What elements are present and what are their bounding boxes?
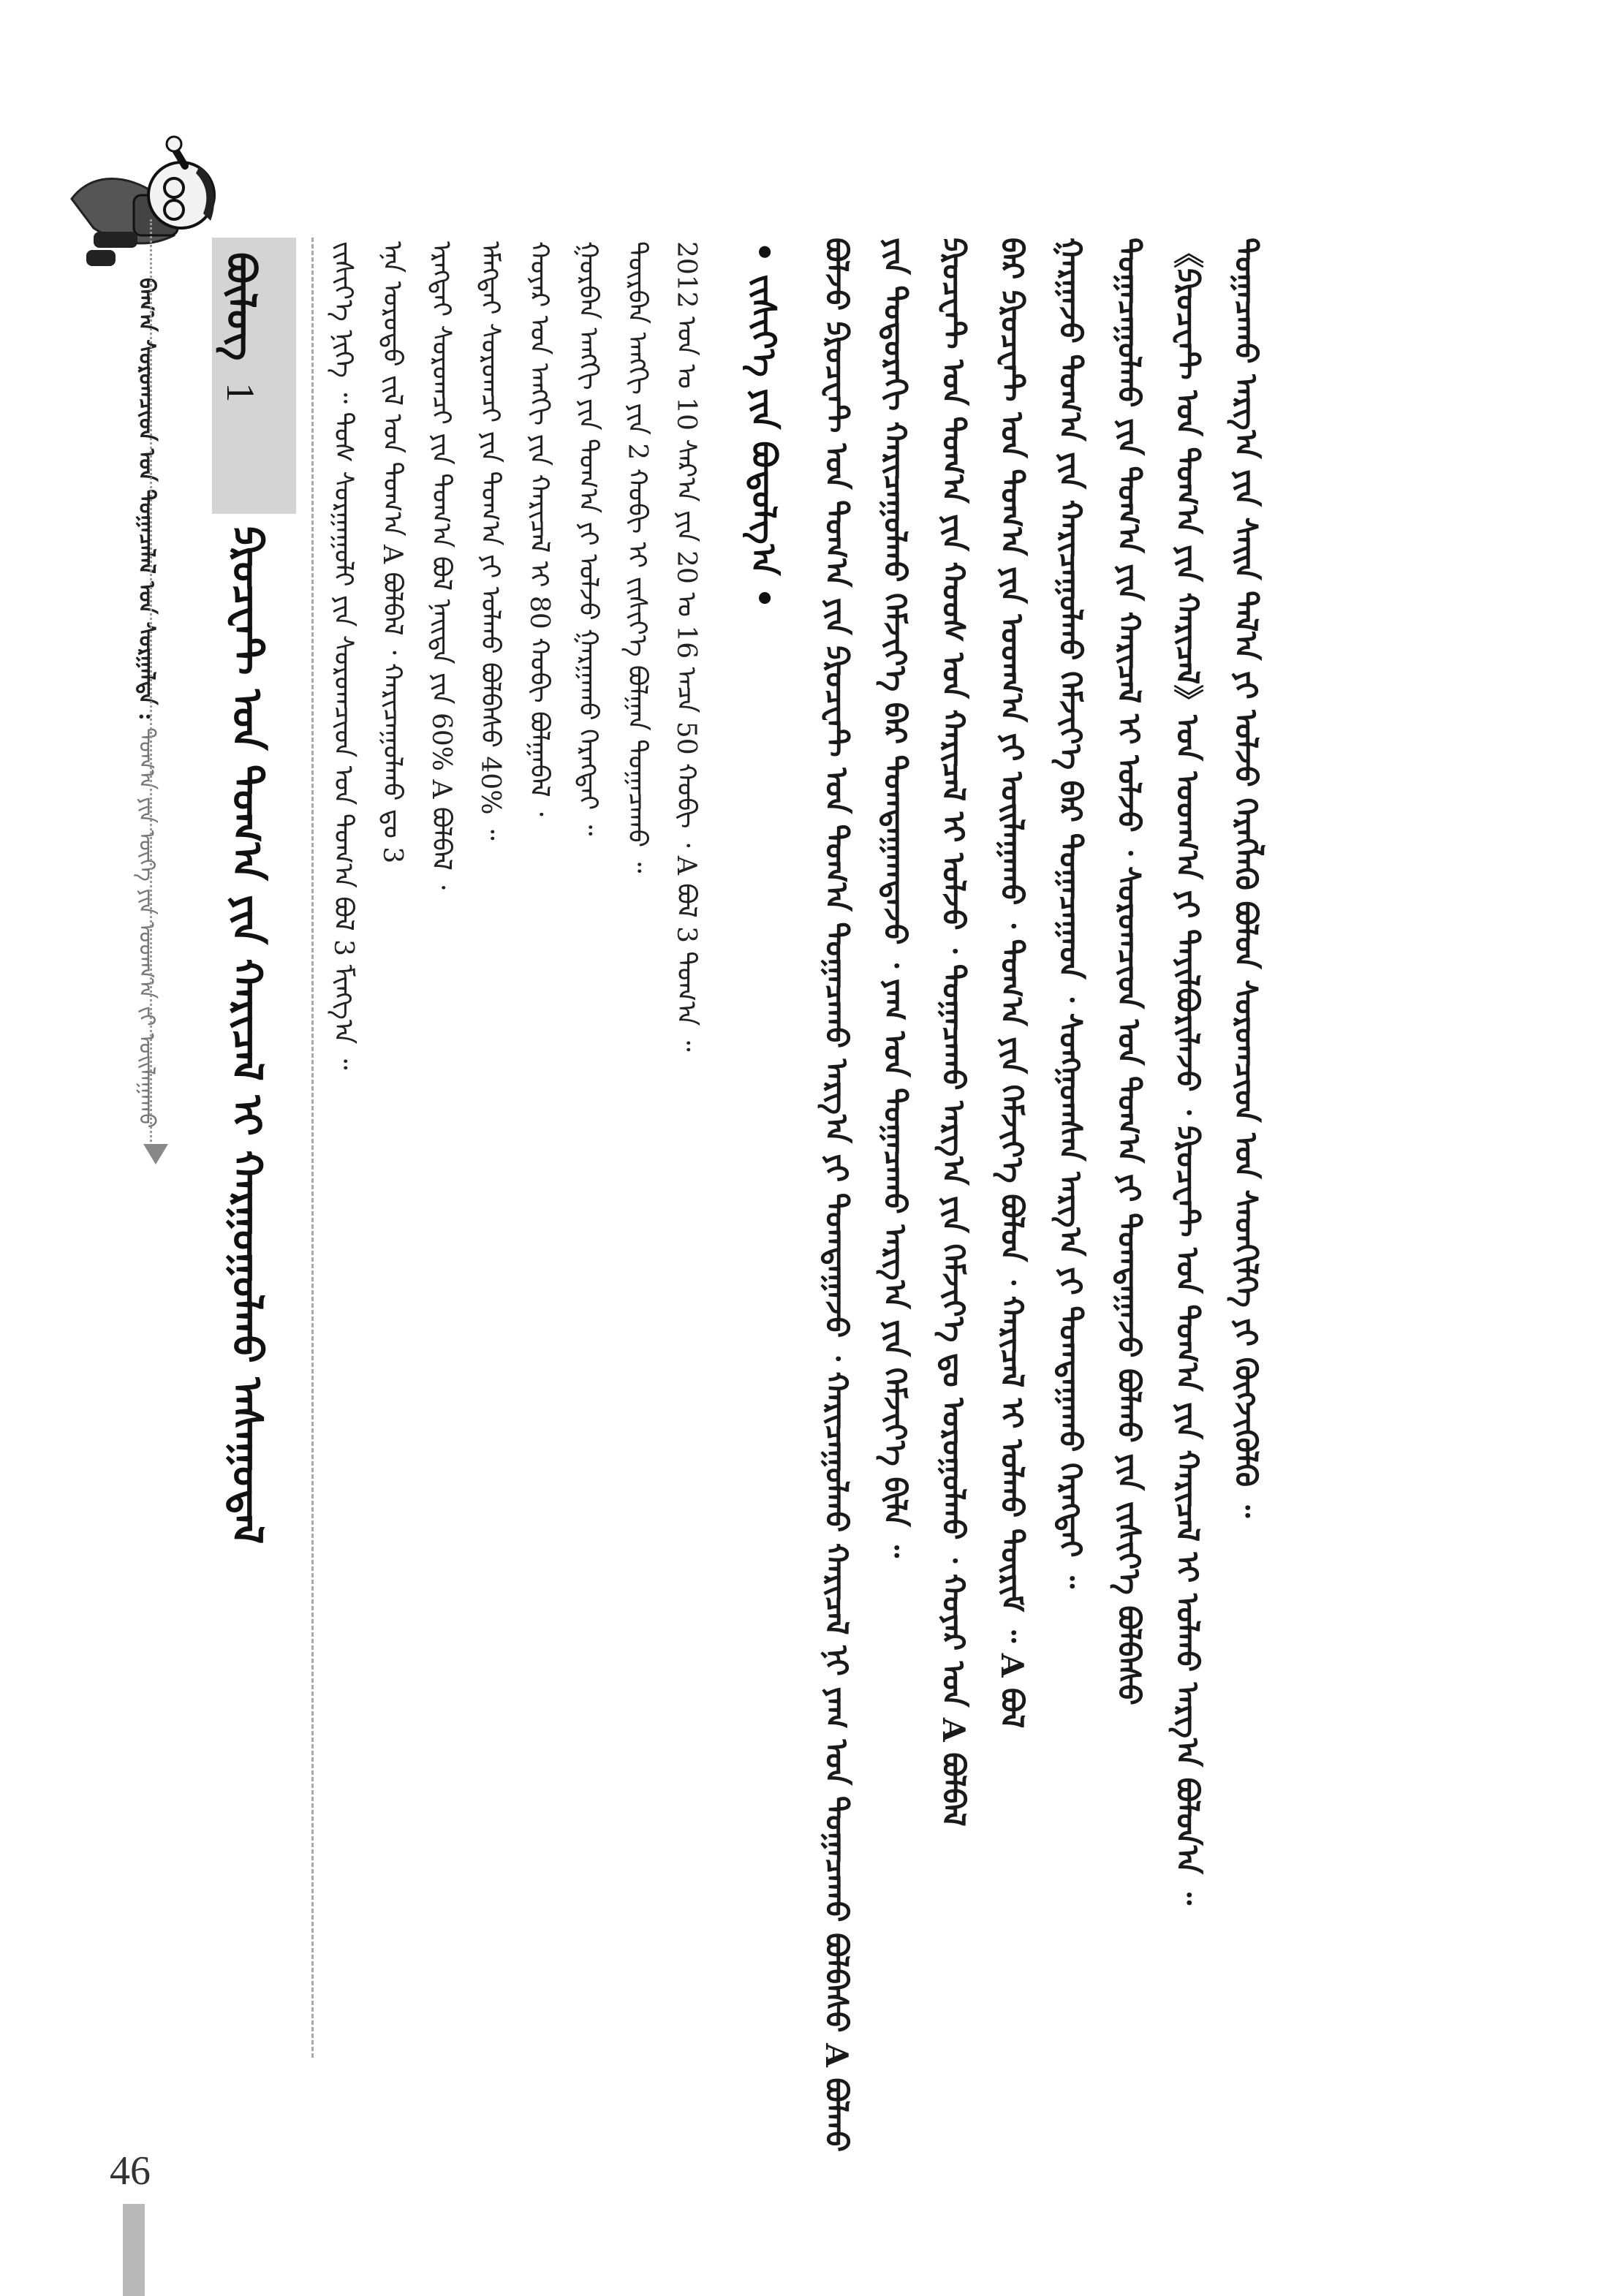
triangle-arrow-icon [143,1144,168,1164]
section-number: 1 [219,382,262,403]
dashed-divider [311,238,314,2058]
running-header [134,278,172,1155]
design-heading-text: • ᠵᠢᠱᠢᠶ᠎ᠡ ᠶᠢᠨ ᠪᠤᠳᠤᠯᠭ᠎ᠠ • [744,241,784,609]
running-header-subtitle: ᠲᠤᠭ᠎ᠠ ᠶᠢᠨ ᠦᠭᠡ ᠶᠢᠨ ᠤᠳᠬ᠎ᠠ ᠵᠢ ᠣᠢᠯᠠᠭᠠᠬᠤ [134,727,159,1129]
design-heading [744,241,812,609]
lesson-title [223,526,307,2105]
margin-tab [123,2204,145,2296]
mascot-icon [64,126,225,279]
running-header-title: ᠪᠠᠭ᠎ᠠ ᠰᠤᠷᠤᠭᠴᠢᠳ ᠤᠨ ᠲᠤᠭᠠᠴᠠᠯᠠᠯ ᠤᠨ ᠰᠤᠷᠭᠠᠯᠲᠠ : [134,278,159,721]
lesson-title-text: ᠫᠷᠤᠴᠧᠨᠲ ᠤᠨ ᠲᠣᠭ᠎ᠠ ᠶᠢᠨ ᠬᠠᠷᠢᠴᠠᠯ ᠢ ᠬᠠᠷᠭᠤᠭᠤᠯᠬᠤ ᠠᠰᠠᠭᠤᠳᠠᠯ [223,526,271,1545]
section-label-box [212,238,296,514]
dotted-divider [150,219,152,1155]
page-number: 46 [110,2148,151,2194]
section-label: ᠪᠦᠯᠦᠭ [218,252,265,361]
